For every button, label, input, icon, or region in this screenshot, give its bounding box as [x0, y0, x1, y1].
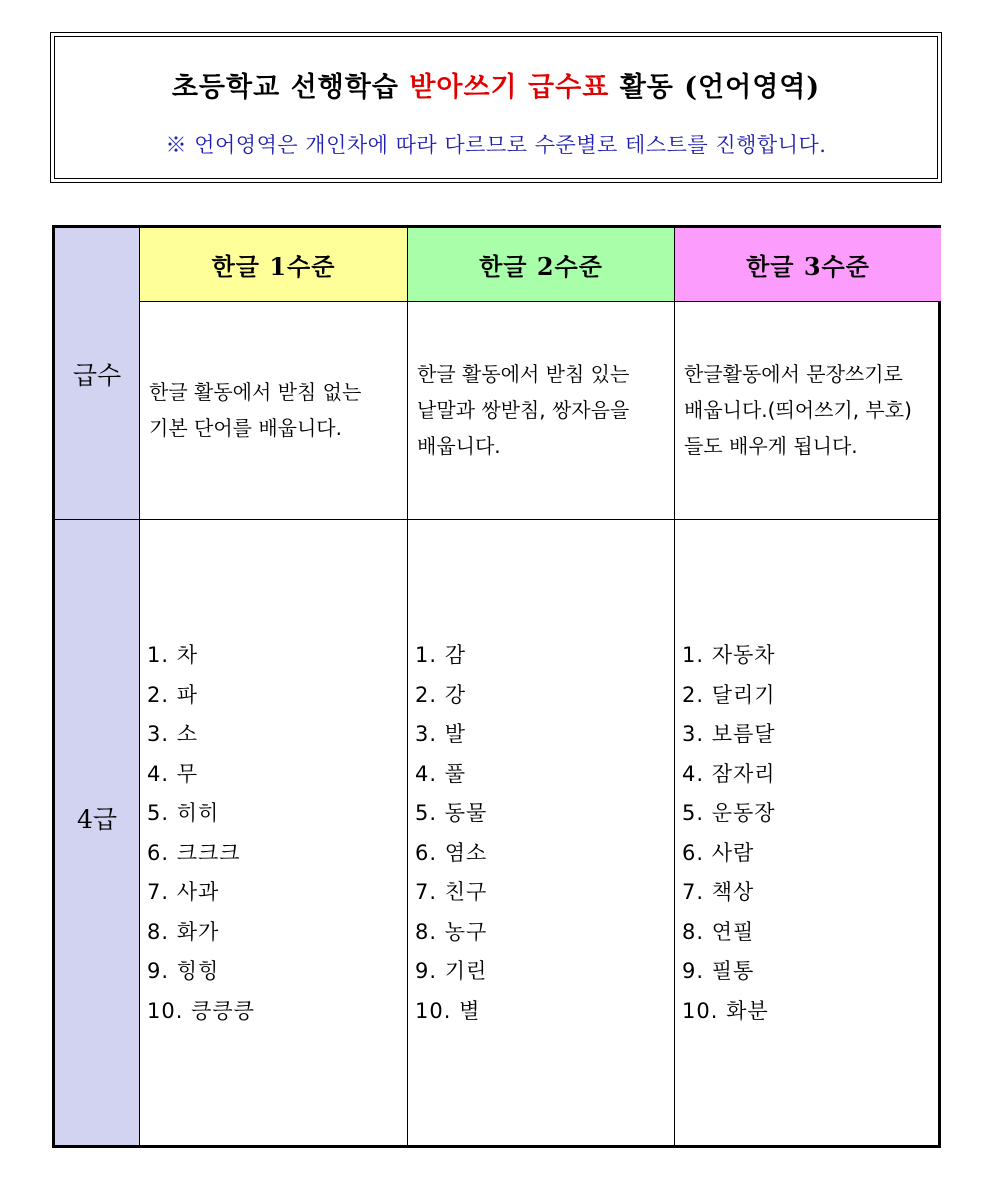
- list-item: 6. 염소: [415, 840, 488, 865]
- title-highlight: 받아쓰기 급수표: [409, 72, 610, 103]
- row-divider: [140, 301, 938, 302]
- list-item: 6. 사람: [682, 840, 755, 865]
- list-item: 10. 별: [415, 998, 481, 1023]
- column-divider: [674, 228, 675, 1145]
- list-item: 2. 파: [147, 682, 198, 707]
- title-prefix: 초등학교 선행학습: [171, 72, 399, 103]
- row-divider: [55, 519, 938, 520]
- list-item: 4. 풀: [415, 761, 466, 786]
- title-box: [50, 32, 942, 183]
- title-box-inner-border: [54, 36, 938, 179]
- list-item: 5. 운동장: [682, 801, 776, 825]
- description-line: 기본 단어를 배웁니다.: [149, 416, 342, 440]
- list-item: 3. 소: [147, 722, 198, 746]
- list-item: 2. 강: [415, 682, 466, 707]
- grade-row-label: 4급: [76, 805, 118, 834]
- list-item: 3. 발: [415, 722, 466, 746]
- description-line: 한글 활동에서 받침 없는: [149, 380, 362, 404]
- list-item: 9. 힝힝: [147, 959, 220, 983]
- list-item: 4. 무: [147, 761, 198, 786]
- description-line: 한글 활동에서 받침 있는: [417, 362, 630, 386]
- list-item: 10. 킁킁킁: [147, 998, 255, 1023]
- list-item: 8. 연필: [682, 919, 755, 944]
- column-divider: [407, 228, 408, 1145]
- level-3-description: [684, 356, 912, 464]
- list-item: 7. 책상: [682, 880, 755, 904]
- description-line: 낱말과 쌍받침, 쌍자음을: [417, 398, 630, 422]
- list-item: 1. 차: [147, 643, 198, 667]
- list-item: 7. 사과: [147, 880, 220, 904]
- title-suffix: 활동 (언어영역): [619, 72, 821, 103]
- list-item: 1. 감: [415, 643, 466, 667]
- list-item: 4. 잠자리: [682, 761, 776, 786]
- level-1-heading: 한글 1수준: [140, 228, 407, 301]
- list-item: 2. 달리기: [682, 682, 776, 707]
- grade-header-label: 급수: [72, 361, 122, 390]
- list-item: 9. 기린: [415, 959, 488, 983]
- list-item: 10. 화분: [682, 998, 769, 1023]
- level-2-word-list: [415, 636, 487, 1031]
- description-line: 들도 배우게 됩니다.: [684, 434, 858, 458]
- level-1-word-list: [147, 636, 255, 1031]
- grade-column: [55, 228, 139, 1145]
- column-divider: [139, 228, 140, 1145]
- list-item: 1. 자동차: [682, 643, 776, 667]
- list-item: 5. 히히: [147, 801, 220, 825]
- description-line: 한글활동에서 문장쓰기로: [684, 362, 903, 386]
- level-table: [52, 225, 941, 1148]
- level-2-heading: 한글 2수준: [408, 228, 674, 301]
- list-item: 8. 농구: [415, 919, 488, 944]
- page-subtitle: ※ 언어영역은 개인차에 따라 다르므로 수준별로 테스트를 진행합니다.: [165, 133, 827, 157]
- list-item: 5. 동물: [415, 801, 488, 825]
- list-item: 7. 친구: [415, 880, 488, 904]
- list-item: 9. 필통: [682, 959, 755, 983]
- page-title: [55, 65, 937, 104]
- list-item: 6. 크크크: [147, 840, 241, 865]
- list-item: 8. 화가: [147, 919, 220, 944]
- description-line: 배웁니다.: [417, 434, 501, 458]
- level-2-description: [417, 356, 629, 464]
- level-3-heading: 한글 3수준: [675, 228, 941, 301]
- level-3-word-list: [682, 636, 776, 1031]
- list-item: 3. 보름달: [682, 722, 776, 746]
- description-line: 배웁니다.(띄어쓰기, 부호): [684, 398, 912, 422]
- level-1-description: [149, 374, 361, 446]
